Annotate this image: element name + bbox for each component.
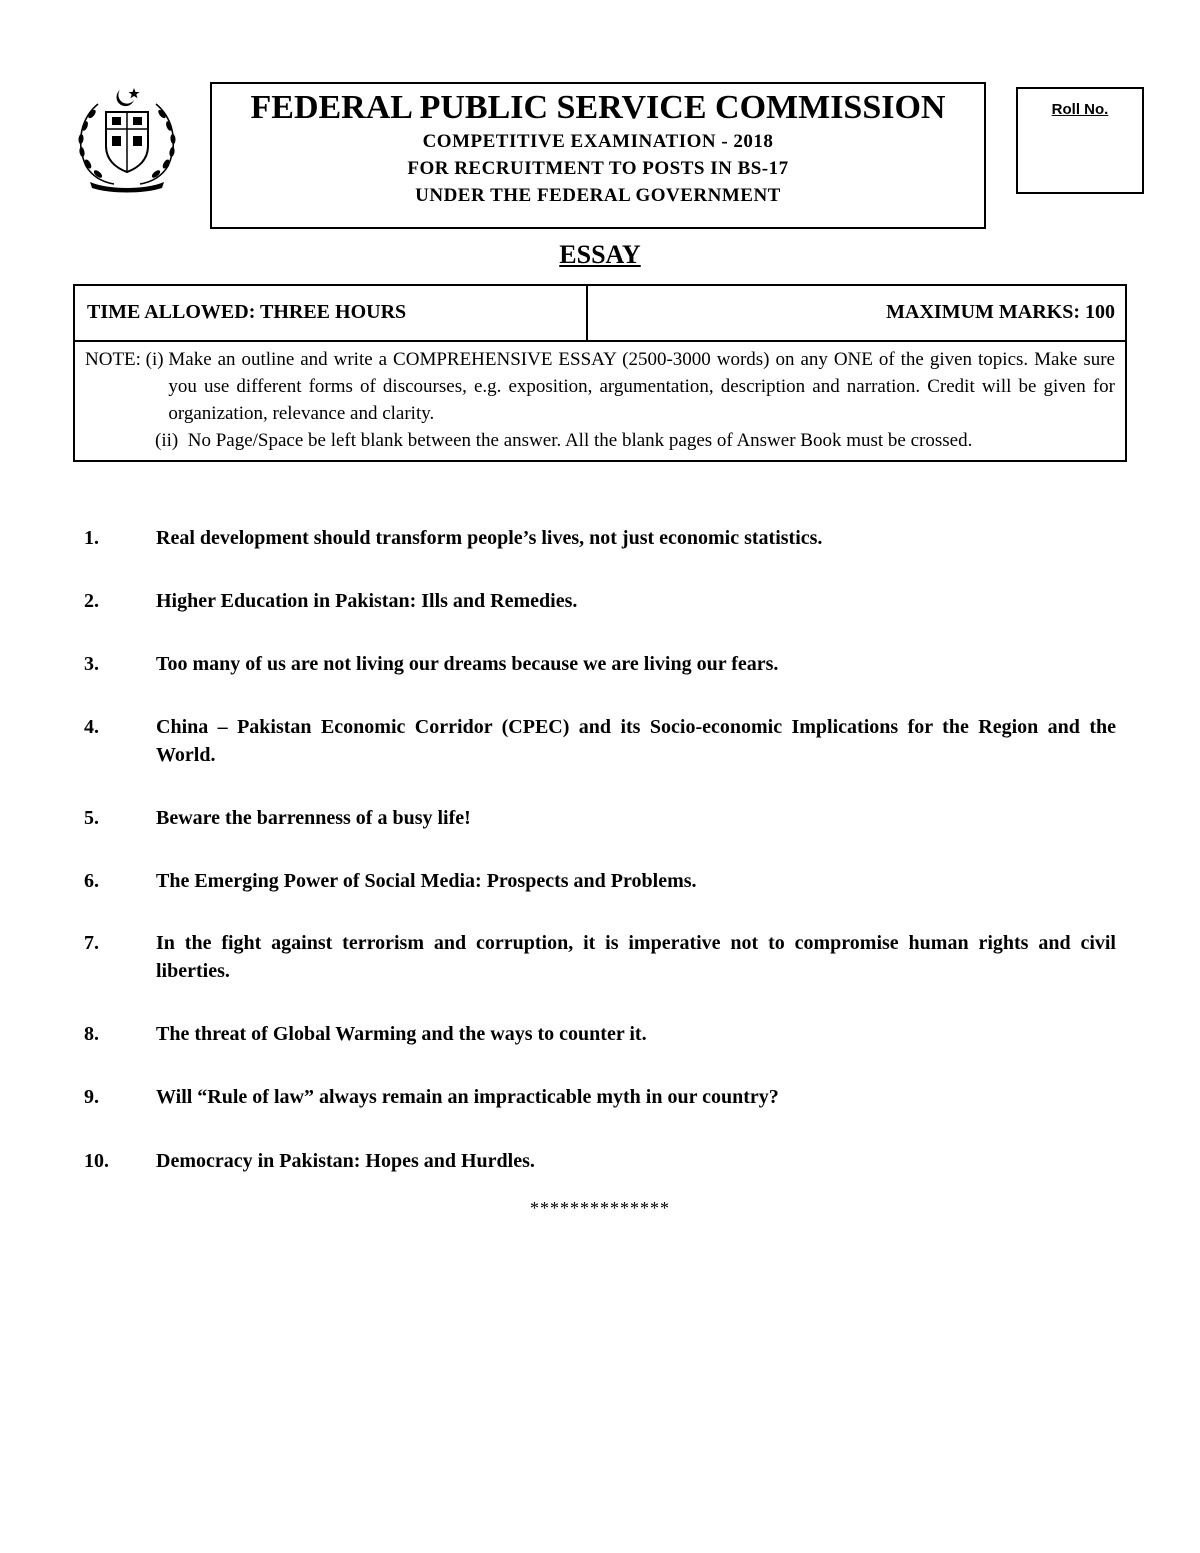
roll-number-label: Roll No. (1051, 101, 1109, 118)
note-item-1 (85, 346, 1115, 427)
question-5 (84, 804, 1116, 832)
state-emblem-icon (68, 84, 186, 194)
question-text: The threat of Global Warming and the ways to counter it. (156, 1023, 647, 1045)
question-number: 10. (84, 1150, 109, 1172)
question-number: 8. (84, 1023, 99, 1045)
question-8 (84, 1020, 1116, 1048)
question-text: Higher Education in Pakistan: Ills and Remedies. (156, 590, 578, 612)
note-item-2 (85, 427, 1115, 454)
subject-title: ESSAY (559, 240, 641, 269)
question-text: Democracy in Pakistan: Hopes and Hurdles. (156, 1150, 535, 1172)
question-text: Too many of us are not living our dreams because we are living our fears. (156, 653, 779, 675)
note-item-1-prefix: NOTE: (i) (85, 349, 164, 370)
exam-info-table (73, 284, 1127, 462)
exam-title: COMPETITIVE EXAMINATION - 2018 (422, 131, 774, 152)
note-item-1-text: Make an outline and write a COMPREHENSIVE ESSAY (2500-3000 words) on any ONE of the given topics. Make sure you use different forms of discourses, e.g. exposition, argumentation, description and narration. Credit will be given for organization, relevance and clarity. (168, 349, 1115, 424)
question-text: China – Pakistan Economic Corridor (CPEC) and its Socio-economic Implications for the Region and the World. (156, 716, 1116, 766)
question-number: 1. (84, 527, 99, 549)
question-text: Will “Rule of law” always remain an impracticable myth in our country? (156, 1086, 779, 1108)
question-text: Beware the barrenness of a busy life! (156, 807, 471, 829)
question-1 (84, 524, 1116, 552)
time-allowed: TIME ALLOWED: THREE HOURS (75, 286, 588, 340)
question-number: 6. (84, 870, 99, 892)
question-9 (84, 1083, 1116, 1111)
question-number: 4. (84, 716, 99, 738)
note-item-2-prefix: (ii) (155, 430, 179, 451)
question-number: 5. (84, 807, 99, 829)
org-title: FEDERAL PUBLIC SERVICE COMMISSION (250, 89, 946, 126)
note-section (75, 342, 1125, 460)
question-6 (84, 867, 1116, 895)
info-row (75, 286, 1125, 342)
question-10 (84, 1147, 1116, 1175)
question-number: 9. (84, 1086, 99, 1108)
question-number: 7. (84, 932, 99, 954)
question-text: The Emerging Power of Social Media: Prospects and Problems. (156, 870, 697, 892)
question-number: 2. (84, 590, 99, 612)
recruitment-line: FOR RECRUITMENT TO POSTS IN BS-17 (407, 158, 789, 179)
government-line: UNDER THE FEDERAL GOVERNMENT (415, 185, 781, 206)
question-3 (84, 650, 1116, 678)
question-4 (84, 713, 1116, 769)
note-item-2-text: No Page/Space be left blank between the answer. All the blank pages of Answer Book must be crossed. (187, 430, 973, 451)
question-text: In the fight against terrorism and corruption, it is imperative not to compromise human rights and civil liberties. (156, 932, 1116, 982)
header-box (210, 82, 986, 229)
roll-number-box (1016, 87, 1144, 194)
question-text: Real development should transform people’s lives, not just economic statistics. (156, 527, 823, 549)
end-marker: ************** (530, 1198, 670, 1218)
question-number: 3. (84, 653, 99, 675)
maximum-marks: MAXIMUM MARKS: 100 (886, 301, 1115, 323)
question-2 (84, 587, 1116, 615)
question-7 (84, 929, 1116, 985)
